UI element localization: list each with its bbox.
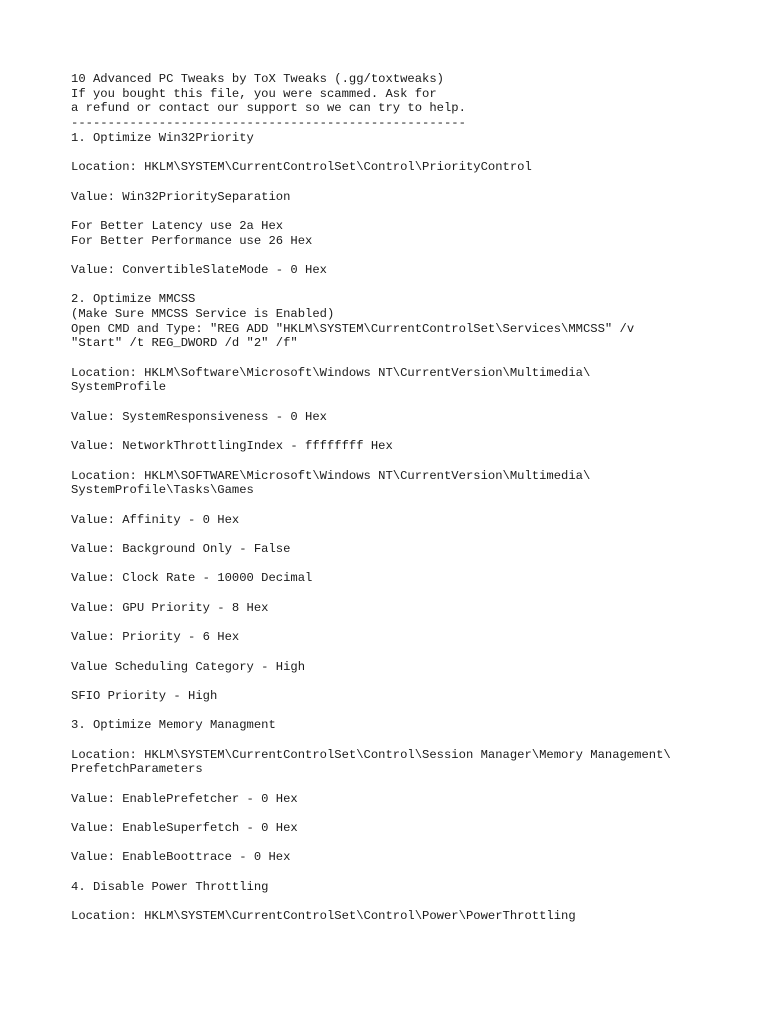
text-line: Open CMD and Type: "REG ADD "HKLM\SYSTEM\CurrentControlSet\Services\MMCSS" /v bbox=[71, 321, 635, 336]
blank-line bbox=[71, 777, 751, 792]
text-line: Location: HKLM\SYSTEM\CurrentControlSet\Control\Power\PowerThrottling bbox=[71, 909, 576, 924]
blank-line bbox=[71, 351, 751, 366]
document-text bbox=[71, 72, 751, 924]
blank-line bbox=[71, 498, 751, 513]
text-line: For Better Latency use 2a Hex bbox=[71, 218, 284, 233]
text-line: Value: Win32PrioritySeparation bbox=[71, 189, 291, 204]
text-line: SystemProfile\Tasks\Games bbox=[71, 483, 254, 498]
text-line: a refund or contact our support so we can try to help. bbox=[71, 101, 466, 116]
blank-line bbox=[71, 557, 751, 572]
text-line: PrefetchParameters bbox=[71, 762, 203, 777]
text-line: 10 Advanced PC Tweaks by ToX Tweaks (.gg/toxtweaks) bbox=[71, 72, 444, 86]
blank-line bbox=[71, 395, 751, 410]
blank-line bbox=[71, 278, 751, 293]
text-line: "Start" /t REG_DWORD /d "2" /f" bbox=[71, 336, 298, 351]
text-line: Value: Affinity - 0 Hex bbox=[71, 512, 240, 527]
text-line: Value Scheduling Category - High bbox=[71, 659, 306, 674]
blank-line bbox=[71, 248, 751, 263]
blank-line bbox=[71, 527, 751, 542]
text-line: SFIO Priority - High bbox=[71, 688, 218, 703]
blank-line bbox=[71, 674, 751, 689]
blank-line bbox=[71, 836, 751, 851]
text-line: ------------------------------------------------------ bbox=[71, 116, 466, 131]
text-line: Value: GPU Priority - 8 Hex bbox=[71, 600, 269, 615]
blank-line bbox=[71, 895, 751, 910]
text-line: Location: HKLM\SYSTEM\CurrentControlSet\Control\PriorityControl bbox=[71, 160, 532, 175]
blank-line bbox=[71, 145, 751, 160]
text-line: Location: HKLM\Software\Microsoft\Windows NT\CurrentVersion\Multimedia\ bbox=[71, 365, 591, 380]
blank-line bbox=[71, 175, 751, 190]
text-line: Value: EnableSuperfetch - 0 Hex bbox=[71, 821, 298, 836]
blank-line bbox=[71, 615, 751, 630]
text-line: Value: ConvertibleSlateMode - 0 Hex bbox=[71, 262, 327, 277]
text-line: Value: Priority - 6 Hex bbox=[71, 630, 240, 645]
blank-line bbox=[71, 733, 751, 748]
text-line: Value: Clock Rate - 10000 Decimal bbox=[71, 571, 313, 586]
text-line: (Make Sure MMCSS Service is Enabled) bbox=[71, 307, 335, 321]
text-line: Value: EnableBoottrace - 0 Hex bbox=[71, 850, 291, 865]
text-line: 3. Optimize Memory Managment bbox=[71, 718, 276, 733]
text-line: Value: EnablePrefetcher - 0 Hex bbox=[71, 791, 298, 806]
blank-line bbox=[71, 865, 751, 880]
text-line: Value: Background Only - False bbox=[71, 542, 291, 556]
blank-line bbox=[71, 704, 751, 719]
blank-line bbox=[71, 454, 751, 469]
text-line: 1. Optimize Win32Priority bbox=[71, 130, 254, 145]
text-line: Location: HKLM\SYSTEM\CurrentControlSet\Control\Session Manager\Memory Management\ bbox=[71, 747, 671, 762]
text-line: Value: NetworkThrottlingIndex - ffffffff Hex bbox=[71, 439, 393, 454]
text-line: Location: HKLM\SOFTWARE\Microsoft\Windows NT\CurrentVersion\Multimedia\ bbox=[71, 468, 591, 483]
blank-line bbox=[71, 204, 751, 219]
text-line: 2. Optimize MMCSS bbox=[71, 292, 196, 307]
blank-line bbox=[71, 425, 751, 440]
blank-line bbox=[71, 806, 751, 821]
text-line: For Better Performance use 26 Hex bbox=[71, 233, 313, 248]
text-line: Value: SystemResponsiveness - 0 Hex bbox=[71, 409, 327, 424]
text-line: SystemProfile bbox=[71, 380, 167, 395]
blank-line bbox=[71, 645, 751, 660]
text-line: If you bought this file, you were scammed. Ask for bbox=[71, 86, 437, 101]
text-line: 4. Disable Power Throttling bbox=[71, 879, 269, 894]
blank-line bbox=[71, 586, 751, 601]
